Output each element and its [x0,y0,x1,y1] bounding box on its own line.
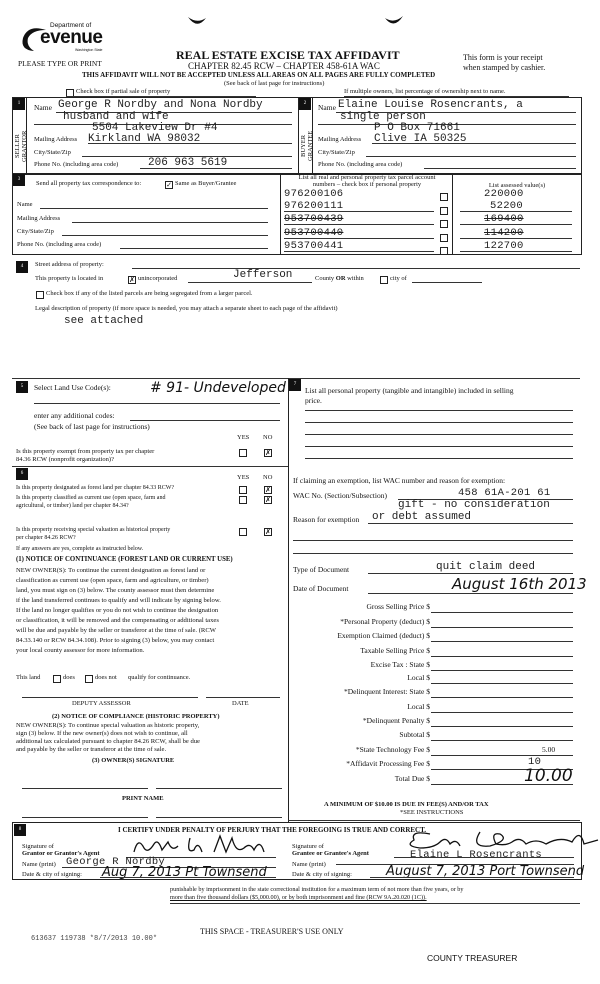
personal-property-line[interactable] [305,410,573,411]
section-number: 7 [289,379,301,391]
sig-of-label: Signature of [22,843,54,850]
fee-label: *Personal Property (deduct) $ [340,617,430,626]
forest-no-checkbox[interactable]: ✗ [265,486,271,494]
buyer-side-label: BUYER GRANTEE [300,130,314,162]
segregated-checkbox[interactable] [36,291,44,299]
parcel-number[interactable]: 953700440 [284,227,344,239]
personal-property-checkbox[interactable] [440,220,448,228]
corr-phone-label: Phone No. (including area code) [17,241,102,248]
fee-field[interactable] [431,627,573,628]
forest-yes-checkbox[interactable] [239,486,247,494]
assessed-value[interactable]: 52200 [490,200,524,212]
grantor-signature[interactable] [128,834,278,856]
grantee-agent-label: Grantee or Grantee's Agent [292,850,369,857]
seller-city-field[interactable]: Kirkland WA 98032 [88,133,201,145]
exempt-question: Is this property exempt from property tax per chapter [16,448,155,455]
buyer-phone-field[interactable] [424,168,576,169]
personal-property-checkbox[interactable] [440,234,448,242]
seller-city-label: City/State/Zip [34,149,71,156]
historical-question-2: per chapter 84.26 RCW? [16,535,76,541]
owner-signature-label: (3) OWNER(S) SIGNATURE [92,757,175,764]
historical-yes-checkbox[interactable] [239,528,247,536]
seller-phone-field[interactable]: 206 963 5619 [148,157,228,169]
city-of-field[interactable] [412,282,482,283]
receipt-note-1: This form is your receipt [463,53,543,62]
print-name-label: PRINT NAME [122,795,164,802]
section-number: 2 [299,98,311,110]
historical-question: Is this property receiving special valuation as historical property [16,527,171,533]
sig-of-label: Signature of [292,843,324,850]
unincorporated-checkbox[interactable]: ✗ [129,276,135,284]
personal-property-line[interactable] [305,446,573,447]
reason-line[interactable] [293,540,573,541]
see-back-text: (See back of last page for instructions) [224,80,325,87]
personal-property-checkbox[interactable] [440,247,448,255]
fee-label: *State Technology Fee $ [355,745,430,754]
section-number: 4 [16,261,28,273]
fee-label: *Delinquent Interest: State $ [343,687,430,696]
print-name-line[interactable] [22,817,148,818]
section-number: 1 [13,98,25,110]
type-or-print: PLEASE TYPE OR PRINT [18,59,102,68]
doc-type-field[interactable]: quit claim deed [436,561,536,573]
revenue-logo [20,22,110,60]
fee-field[interactable] [431,683,573,684]
grantor-date-city-field[interactable]: Aug 7, 2013 Pt Townsend [102,865,267,880]
no-header: NO [263,474,273,481]
print-name-line[interactable] [156,817,282,818]
doc-date-label: Date of Document [293,584,349,593]
personal-property-line[interactable] [305,458,573,459]
current-use-question-2: agricultural, or timber) land per chapter 84.34? [16,503,129,509]
street-address-label: Street address of property: [35,261,104,268]
grantee-name-field[interactable]: Elaine L Rosencrants [410,849,543,861]
buyer-name-label: Name [318,103,336,112]
personal-property-line[interactable] [305,434,573,435]
buyer-mailing-label: Mailing Address [318,136,362,143]
fee-field[interactable] [431,697,573,698]
segregated-label: Check box if any of the listed parcels are being segregated from a larger parcel. [46,290,253,297]
parcel-header: List all real and personal property tax parcel account [298,174,436,181]
corr-city-label: City/State/Zip [17,228,54,235]
owner-signature-line[interactable] [156,788,282,789]
corr-phone-field[interactable] [120,248,268,249]
assessor-date-line[interactable] [206,697,280,698]
county-treasurer-label: COUNTY TREASURER [427,953,518,963]
assessed-value[interactable]: 220000 [484,188,524,200]
land-use-field[interactable]: # 91- Undeveloped [150,380,286,396]
seller-name-field[interactable]: George R Nordby and Nona Nordby [58,99,263,111]
fee-label: Local $ [407,702,430,711]
fee-label: Taxable Selling Price $ [360,646,430,655]
does-not-checkbox[interactable] [85,675,93,683]
seller-name-line2[interactable]: husband and wife [63,111,169,123]
grantor-date-city-label: Date & city of signing: [22,871,82,878]
personal-property-checkbox[interactable] [440,207,448,215]
current-use-yes-checkbox[interactable] [239,496,247,504]
grantor-name-print-label: Name (print) [22,861,56,868]
city-checkbox[interactable] [380,276,388,284]
assessed-header: List assessed value(s) [488,182,546,189]
personal-property-line[interactable] [305,422,573,423]
reason-label: Reason for exemption [293,515,360,524]
corr-mailing-label: Mailing Address [17,215,61,222]
legal-description-label: Legal description of property (if more space is needed, you may attach a separate sheet to each page of the affidavit) [35,305,338,312]
deputy-assessor-label: DEPUTY ASSESSOR [72,700,131,707]
grantor-name-field[interactable]: George R Nordby [66,856,166,868]
this-land-label: This land [16,674,41,681]
fee-field[interactable] [431,612,573,613]
does-label: does [63,674,75,681]
fee-label: Exemption Claimed (deduct) $ [337,631,430,640]
corr-name-field[interactable] [40,208,268,209]
exempt-no-checkbox[interactable]: ✗ [265,449,271,457]
notice-continuance-text: NEW OWNER(S): To continue the current designation as forest land or classification as current use (open space, farm and agriculture, or timber) land, you must sign on (3) below. The county assessor must then determine if the land transferred continues to qualify and will indicate by signing below. If the land no longer qualifies or you do not wish to continue the designation or classification, it will be removed and the compensating or additional taxes will be due and payable by the seller or transferor at the time of sale. (RCW 84.33.140 or RCW 84.34.108). Prior to signing (3) below, you may contact your local county assessor for more information. [16,567,221,654]
yes-header: YES [237,474,250,481]
fee-label: Gross Selling Price $ [366,602,430,611]
within-label: within [347,275,364,282]
additional-codes-label: enter any additional codes: [34,411,115,420]
same-as-buyer-checkbox[interactable]: ✓ [166,181,172,189]
section-number: 8 [14,824,26,836]
reason-field[interactable]: gift - no consideration [398,499,550,511]
buyer-name-line2[interactable]: single person [340,111,426,123]
if-yes-note: If any answers are yes, complete as instructed below. [16,546,144,552]
notice-compliance-text: NEW OWNER(S): To continue special valuation as historic property, sign (3) below. If the new owner(s) does not wish to continue, all additional tax calculated pursuant to chapter 84.26 RCW, shall be due and payable by the seller or transferor at the time of sale. [16,722,200,753]
date-label: DATE [232,700,249,707]
certify-statement: I CERTIFY UNDER PENALTY OF PERJURY THAT THE FOREGOING IS TRUE AND CORRECT. [118,826,427,834]
personal-property-label-2: price. [305,396,322,405]
fee-label: Total Due $ [394,774,430,783]
legal-description-field[interactable]: see attached [64,315,144,327]
penalty-text: punishable by imprisonment in the state correctional institution for a maximum term of not more than five years, or by [170,886,464,893]
logo-state-text: Washington State [75,48,103,52]
wac-field[interactable]: 458 61A-201 61 [458,487,551,499]
section-number: 3 [13,174,25,186]
cashier-stamp: 613637 119738 *8/7/2013 10.00* [31,935,158,943]
parcel-number[interactable]: 953700441 [284,240,344,252]
doc-type-label: Type of Document [293,565,350,574]
send-correspondence-label: Send all property tax correspondence to: [36,180,142,187]
fee-field[interactable] [431,740,573,741]
minimum-note: A MINIMUM OF $10.00 IS DUE IN FEE(S) AND/OR TAX [324,801,489,808]
county-label: County [315,275,335,282]
buyer-name-field[interactable]: Elaine Louise Rosencrants, a [338,99,523,111]
fee-field[interactable] [431,712,573,713]
state-tech-fee-value[interactable]: 5.00 [542,745,556,754]
exempt-yes-checkbox[interactable] [239,449,247,457]
located-label: This property is located in [35,275,104,282]
seller-phone-label: Phone No. (including area code) [34,161,119,168]
yes-header: YES [237,434,250,441]
corr-name-label: Name [17,201,33,208]
or-label: OR [335,275,346,282]
form-chapter: CHAPTER 82.45 RCW – CHAPTER 458-61A WAC [188,61,380,71]
logo-name-text: evenue [40,27,103,48]
warning-text: THIS AFFIDAVIT WILL NOT BE ACCEPTED UNLESS ALL AREAS ON ALL PAGES ARE FULLY COMPLETED [82,71,436,79]
qualify-label: qualify for continuance. [128,674,191,681]
fee-field[interactable] [431,670,573,671]
does-not-label: does not [95,674,117,681]
street-address-field[interactable] [132,268,580,269]
buyer-mailing-field[interactable]: P O Box 71661 [374,122,460,134]
penalty-text-2: more than five thousand dollars ($5,000.00), or by both imprisonment and fine (RCW 9A.20.020 (1C)). [170,894,427,901]
fee-field[interactable] [431,641,573,642]
assessed-value[interactable]: 169400 [484,213,524,225]
parcel-number[interactable]: 976200111 [284,200,344,212]
parcel-header-2: numbers – check box if personal property [312,181,422,188]
reason-line[interactable] [293,553,573,554]
see-instructions-note: *SEE INSTRUCTIONS [400,809,464,816]
personal-property-label: List all personal property (tangible and intangible) included in selling [305,386,514,395]
personal-property-checkbox[interactable] [440,193,448,201]
historical-no-checkbox[interactable]: ✗ [265,528,271,536]
logo-dept-text: Department of [50,22,92,29]
current-use-no-checkbox[interactable]: ✗ [265,496,271,504]
form-title: REAL ESTATE EXCISE TAX AFFIDAVIT [176,48,400,62]
grantee-date-city-label: Date & city of signing: [292,871,352,878]
seller-mailing-field[interactable]: 5504 Lakeview Dr #4 [92,122,218,134]
treasurer-use-label: THIS SPACE - TREASURER'S USE ONLY [200,927,344,936]
section-number: 6 [16,468,28,480]
exemption-label: If claiming an exemption, list WAC number and reason for exemption: [293,476,506,485]
notice-continuance-title: (1) NOTICE OF CONTINUANCE (FOREST LAND OR CURRENT USE) [16,556,233,563]
grantee-name-print-label: Name (print) [292,861,326,868]
buyer-city-label: City/State/Zip [318,149,355,156]
buyer-phone-label: Phone No. (including area code) [318,161,403,168]
unincorporated-label: unincorporated [138,275,178,282]
punch-mark [383,14,405,28]
notice-compliance-title: (2) NOTICE OF COMPLIANCE (HISTORIC PROPERTY) [52,713,220,720]
parcel-number[interactable]: 976200106 [284,188,344,200]
seller-name-label: Name [34,103,52,112]
fee-label: Excise Tax : State $ [370,660,430,669]
doc-date-field[interactable]: August 16th 2013 [452,575,587,593]
no-header: NO [263,434,273,441]
corr-city-field[interactable] [62,235,268,236]
fee-label: *Delinquent Penalty $ [362,716,430,725]
reason-field-2[interactable]: or debt assumed [372,511,472,523]
partial-sale-label: Check box if partial sale of property [76,88,171,95]
receipt-note-2: when stamped by cashier. [463,63,546,72]
seller-mailing-label: Mailing Address [34,136,78,143]
assessed-value[interactable]: 114200 [484,227,524,239]
additional-codes-field[interactable] [130,420,280,421]
wac-label: WAC No. (Section/Subsection) [293,491,387,500]
owner-signature-line[interactable] [22,788,148,789]
seller-side-label: SELLER GRANTOR [14,130,28,162]
grantee-date-city-field[interactable]: August 7, 2013 Port Townsend [386,864,585,879]
affidavit-fee-value[interactable]: 10 [528,756,542,768]
fee-field[interactable] [431,726,573,727]
multiple-owners-note: If multiple owners, list percentage of ownership next to name. [344,88,506,95]
punch-mark [186,14,208,28]
same-as-buyer-label: Same as Buyer/Grantee [175,180,237,187]
grantor-agent-label: Grantor or Grantor's Agent [22,850,100,857]
parcel-number[interactable]: 953700439 [284,213,344,225]
land-use-label: Select Land Use Code(s): [34,383,111,392]
section-number: 5 [16,381,28,393]
buyer-city-field[interactable]: Clive IA 50325 [374,133,467,145]
fee-field[interactable] [431,656,573,657]
exempt-question-2: 84.36 RCW (nonprofit organization)? [16,456,114,463]
corr-mailing-field[interactable] [72,222,268,223]
assessed-value[interactable]: 122700 [484,240,524,252]
does-checkbox[interactable] [53,675,61,683]
see-back-text: (See back of last page for instructions) [34,422,150,431]
forest-land-question: Is this property designated as forest land per chapter 84.33 RCW? [16,485,175,491]
grantee-signature[interactable] [400,828,600,850]
city-of-label: city of [390,275,407,282]
fee-label: *Affidavit Processing Fee $ [346,759,430,768]
current-use-question: Is this property classified as current use (open space, farm and [16,495,166,501]
fee-label: Local $ [407,673,430,682]
fee-label: Subtotal $ [399,730,430,739]
total-due-value[interactable]: 10.00 [524,766,573,786]
county-field[interactable]: Jefferson [233,269,293,281]
deputy-assessor-signature-line[interactable] [22,697,198,698]
